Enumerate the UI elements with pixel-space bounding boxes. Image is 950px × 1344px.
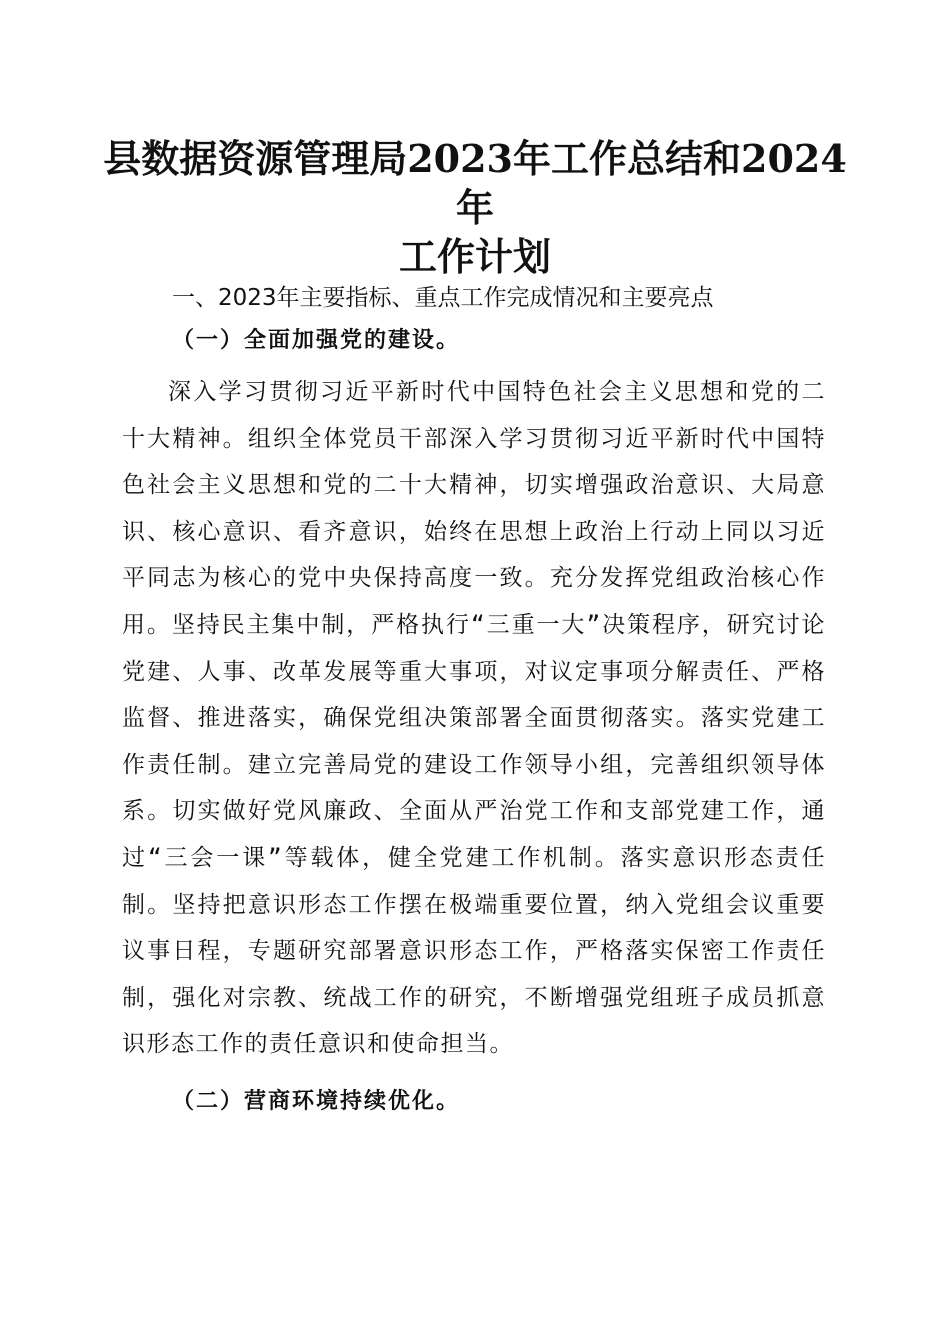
subsection-heading-2: （二）营商环境持续优化。 [172,1088,461,1114]
title-line-2: 工作计划 [398,234,551,279]
subsection-heading-1: （一）全面加强党的建设。 [172,327,461,353]
title-line-1: 县数据资源管理局2023年工作总结和2024年 [103,136,847,230]
subsection-1-paragraph: 深入学习贯彻习近平新时代中国特色社会主义思想和党的二十大精神。组织全体党员干部深入学习贯彻习近平新时代中国特色社会主义思想和党的二十大精神，切实增强政治意识、大局意识、核心意识、看齐意识，始终在思想上政治上行动上同以习近平同志为核心的党中央保持高度一致。充分发挥党组政治核心作用。坚持民主集中制，严格执行“三重一大”决策程序，研究讨论党建、人事、改革发展等重大事项，对议定事项分解责任、严格监督、推进落实，确保党组决策部署全面贯彻落实。落实党建工作责任制。建立完善局党的建设工作领导小组，完善组织领导体系。切实做好党风廉政、全面从严治党工作和支部党建工作，通过“三会一课”等载体，健全党建工作机制。落实意识形态责任制。坚持把意识形态工作摆在极端重要位置，纳入党组会议重要议事日程，专题研究部署意识形态工作，严格落实保密工作责任制，强化对宗教、统战工作的研究，不断增强党组班子成员抓意识形态工作的责任意识和使命担当。 [122,379,826,1058]
section-heading-1: 一、2023年主要指标、重点工作完成情况和主要亮点 [172,285,714,311]
document-title [100,134,850,281]
